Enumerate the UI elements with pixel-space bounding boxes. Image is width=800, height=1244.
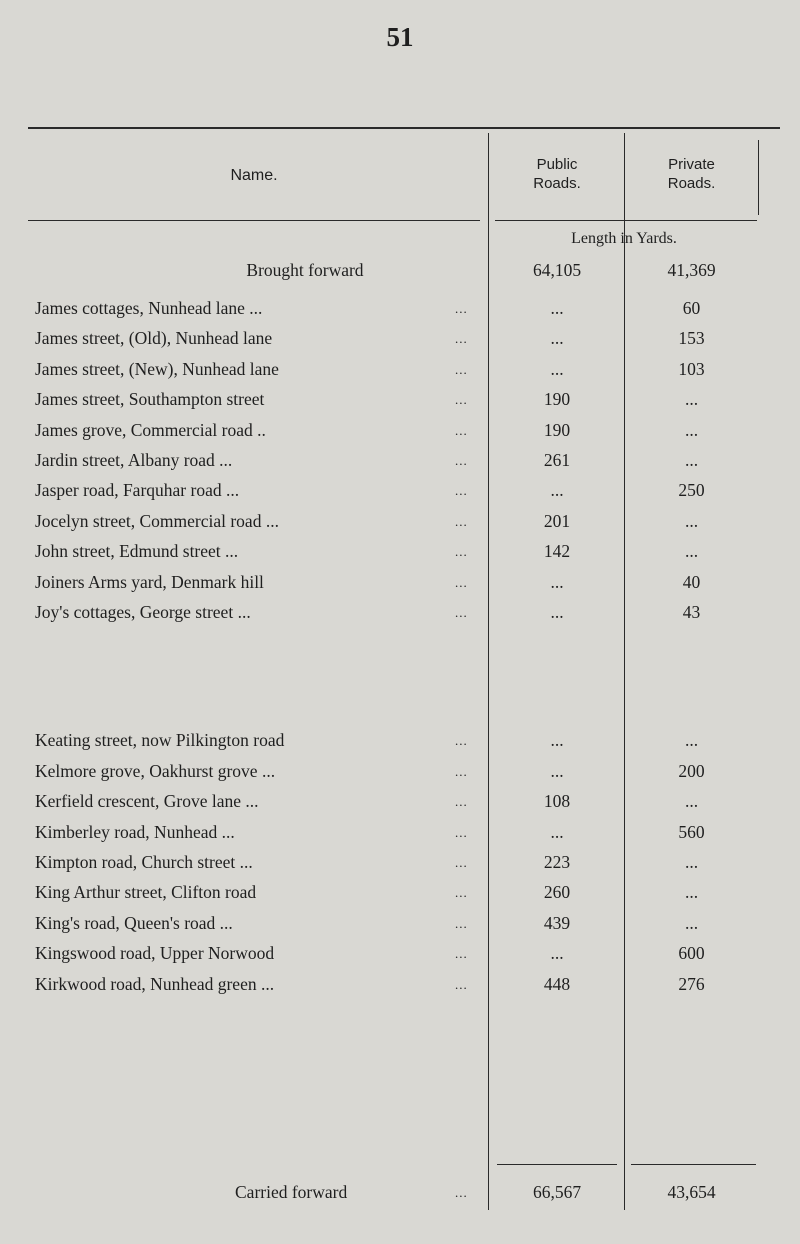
private-roads-value: 103 (678, 359, 705, 379)
table-row (0, 974, 800, 1002)
road-name: Jocelyn street, Commercial road ... (35, 511, 279, 531)
public-roads-value: ... (550, 359, 564, 379)
leader-dots: ... (455, 514, 468, 529)
brought-forward-private: 41,369 (667, 260, 716, 280)
column-header-private-line2: Roads. (667, 175, 716, 192)
brought-forward-label: Brought forward (246, 260, 364, 280)
public-roads-value: ... (550, 572, 564, 592)
table-row (0, 602, 800, 630)
table-row (0, 389, 800, 417)
road-name: Joiners Arms yard, Denmark hill (35, 572, 264, 592)
leader-dots: ... (455, 733, 468, 748)
table-row (0, 761, 800, 789)
road-name: Kirkwood road, Nunhead green ... (35, 974, 275, 994)
leader-dots: ... (455, 453, 468, 468)
table-row (0, 882, 800, 910)
table-row (0, 730, 800, 758)
road-name: John street, Edmund street ... (35, 541, 239, 561)
public-roads-value: 448 (543, 974, 571, 994)
leader-dots: ... (455, 362, 468, 377)
public-roads-value: 190 (543, 389, 571, 409)
carried-forward-public: 66,567 (532, 1182, 582, 1202)
table-row (0, 450, 800, 478)
private-roads-value: 560 (678, 822, 705, 842)
private-roads-value: ... (684, 389, 699, 409)
header-bottom-rule-left (28, 220, 480, 221)
leader-dots: ... (455, 916, 468, 931)
leader-dots: ... (455, 544, 468, 559)
table-row (0, 420, 800, 448)
leader-dots: ... (455, 825, 468, 840)
sum-rule-private (631, 1164, 756, 1165)
private-roads-value: 60 (682, 298, 701, 318)
public-roads-value: 261 (543, 450, 571, 470)
table-row (0, 359, 800, 387)
brought-forward-row (0, 260, 800, 288)
column-divider-name-public (488, 133, 489, 1210)
public-roads-value: 108 (543, 791, 571, 811)
table-row (0, 480, 800, 508)
column-header-public (490, 155, 624, 193)
road-name: Kerfield crescent, Grove lane ... (35, 791, 259, 811)
road-name: Joy's cottages, George street ... (35, 602, 251, 622)
brought-forward-public: 64,105 (532, 260, 582, 280)
page-number: 51 (386, 22, 414, 52)
private-roads-value: ... (684, 420, 699, 440)
road-name: James cottages, Nunhead lane ... (35, 298, 263, 318)
public-roads-value: 190 (543, 420, 571, 440)
private-roads-value: ... (684, 450, 699, 470)
table-row (0, 852, 800, 880)
table-row (0, 943, 800, 971)
private-roads-value: ... (684, 791, 699, 811)
unit-label: Length in Yards. (571, 230, 677, 247)
private-roads-value: ... (684, 852, 699, 872)
public-roads-value: 201 (543, 511, 571, 531)
road-name: James grove, Commercial road .. (35, 420, 266, 440)
leader-dots: ... (455, 331, 468, 346)
private-roads-value: 250 (678, 480, 705, 500)
header-bottom-rule-right (495, 220, 757, 221)
leader-dots: ... (455, 483, 468, 498)
private-roads-value: ... (684, 541, 699, 561)
column-header-public-line1: Public (536, 156, 578, 173)
private-roads-value: 43 (682, 602, 701, 622)
road-name: King's road, Queen's road ... (35, 913, 233, 933)
road-name: James street, (New), Nunhead lane (35, 359, 279, 379)
sum-rule-public (497, 1164, 617, 1165)
table-row (0, 913, 800, 941)
column-divider-right (758, 140, 759, 215)
public-roads-value: 260 (543, 882, 571, 902)
table-row (0, 511, 800, 539)
public-roads-value: ... (550, 822, 564, 842)
private-roads-value: ... (684, 511, 699, 531)
table-row (0, 791, 800, 819)
leader-dots: ... (455, 946, 468, 961)
public-roads-value: ... (550, 328, 564, 348)
leader-dots: ... (455, 423, 468, 438)
public-roads-value: ... (550, 730, 564, 750)
private-roads-value: 40 (682, 572, 701, 592)
private-roads-value: 200 (678, 761, 705, 781)
table-top-rule (28, 127, 780, 129)
road-name: Kelmore grove, Oakhurst grove ... (35, 761, 276, 781)
column-divider-public-private (624, 133, 625, 1210)
carried-forward-leader: ... (455, 1185, 468, 1200)
leader-dots: ... (455, 392, 468, 407)
leader-dots: ... (455, 794, 468, 809)
leader-dots: ... (455, 855, 468, 870)
public-roads-value: ... (550, 480, 564, 500)
public-roads-value: ... (550, 943, 564, 963)
table-row (0, 822, 800, 850)
leader-dots: ... (455, 764, 468, 779)
public-roads-value: 223 (543, 852, 571, 872)
table-row (0, 298, 800, 326)
public-roads-value: ... (550, 298, 564, 318)
road-name: Jasper road, Farquhar road ... (35, 480, 240, 500)
table-row (0, 328, 800, 356)
carried-forward-row (0, 1182, 800, 1210)
public-roads-value: 142 (543, 541, 571, 561)
public-roads-value: ... (550, 761, 564, 781)
column-header-name: Name. (230, 167, 278, 184)
road-name: King Arthur street, Clifton road (35, 882, 257, 902)
private-roads-value: ... (684, 730, 699, 750)
road-name: Jardin street, Albany road ... (35, 450, 233, 470)
road-name: Kimpton road, Church street ... (35, 852, 253, 872)
road-name: Kimberley road, Nunhead ... (35, 822, 235, 842)
road-name: James street, Southampton street (35, 389, 265, 409)
road-name: Keating street, now Pilkington road (35, 730, 285, 750)
leader-dots: ... (455, 885, 468, 900)
private-roads-value: ... (684, 913, 699, 933)
public-roads-value: 439 (543, 913, 571, 933)
private-roads-value: 153 (678, 328, 705, 348)
leader-dots: ... (455, 575, 468, 590)
leader-dots: ... (455, 977, 468, 992)
leader-dots: ... (455, 301, 468, 316)
road-name: James street, (Old), Nunhead lane (35, 328, 273, 348)
table-row (0, 541, 800, 569)
carried-forward-label: Carried forward (235, 1182, 348, 1202)
private-roads-value: 600 (678, 943, 705, 963)
private-roads-value: 276 (678, 974, 705, 994)
road-name: Kingswood road, Upper Norwood (35, 943, 275, 963)
carried-forward-private: 43,654 (667, 1182, 716, 1202)
column-header-private (625, 155, 758, 193)
public-roads-value: ... (550, 602, 564, 622)
table-row (0, 572, 800, 600)
column-header-public-line2: Roads. (533, 175, 581, 192)
column-header-private-line1: Private (668, 156, 715, 173)
leader-dots: ... (455, 605, 468, 620)
private-roads-value: ... (684, 882, 699, 902)
